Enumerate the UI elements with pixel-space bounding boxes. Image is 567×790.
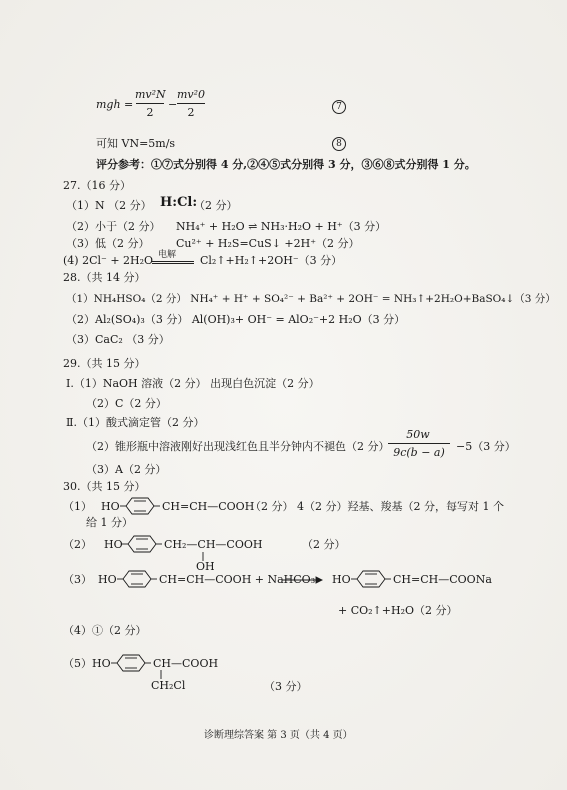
q30-l3-ho2: HO (332, 573, 351, 586)
benzene-ring-icon (111, 653, 151, 673)
q29-frac-den: 9c(b − a) (393, 446, 445, 459)
benzene-ring-icon (122, 534, 162, 554)
eq-term1-num: mv²N (135, 88, 166, 101)
q29-frac-num: 50w (406, 428, 430, 441)
q30-l5-ho: HO (92, 657, 111, 670)
q30-l3-chain: CH=CH—COOH + NaHCO₃ (159, 573, 316, 586)
q27-l2a: （2）小于（2 分） (66, 220, 161, 233)
q30-l5-index: （5） (63, 657, 92, 670)
q29-l5: （3）A（2 分） (86, 463, 167, 476)
q27-l4a: (4) 2Cl⁻ + 2H₂O (63, 254, 154, 267)
benzene-ring-icon (120, 496, 160, 516)
q30-l5-tail: （3 分） (264, 680, 308, 693)
q30-l2-oh: OH (196, 560, 215, 573)
eq-term1-bar (136, 103, 164, 104)
q27-hcl-dot: H:Cl: (160, 195, 198, 210)
q30-l2-ho: HO (104, 538, 123, 551)
q30-l3-index: （3） (63, 573, 92, 586)
eq-term2-den: 2 (187, 106, 195, 119)
q30-l1-cont: 给 1 分） (86, 516, 133, 529)
q30-title: 30.（共 15 分） (63, 480, 146, 493)
q30-l4: （4）①（2 分） (63, 624, 147, 637)
q27-l3b: Cu²⁺ + H₂S=CuS↓ +2H⁺（2 分） (176, 237, 360, 250)
equation-marker-8: 8 (332, 137, 346, 151)
q29-l2: （2）C（2 分） (86, 397, 167, 410)
q30-l1-chain: CH=CH—COOH (162, 500, 255, 513)
q28-title: 28.（共 14 分） (63, 271, 146, 284)
q30-l5-ch2cl: CH₂Cl (151, 679, 186, 692)
q30-l1-tail: （2 分） 4（2 分）羟基、羧基（2 分，每写对 1 个 (250, 500, 504, 513)
eq-minus: − (168, 98, 178, 111)
q27-electrolysis: 电解 (158, 250, 177, 260)
vn-result: 可知 VN=5m/s (96, 137, 176, 150)
q27-arrow-line1 (152, 261, 194, 262)
page-footer: 诊断理综答案 第 3 页（共 4 页） (204, 730, 353, 741)
q27-l1a: （1）N （2 分） (66, 199, 152, 212)
benzene-ring-icon (117, 569, 157, 589)
q27-arrow-line2 (152, 263, 194, 264)
reaction-arrow-icon (282, 575, 326, 585)
q29-l4: （2）锥形瓶中溶液刚好出现浅红色且半分钟内不褪色（2 分） (86, 440, 390, 453)
q30-l5-chain: CH—COOH (153, 657, 219, 670)
eq-term2-num: mv²0 (176, 88, 206, 101)
q30-l1-index: （1） (63, 500, 92, 513)
q27-title: 27.（16 分） (63, 179, 131, 192)
q30-l2-tail: （2 分） (302, 538, 346, 551)
q28-l2: （2）Al₂(SO₄)₃（3 分） Al(OH)₃+ OH⁻ = AlO₂⁻+2 H₂O（3 分） (66, 313, 406, 326)
q29-frac-bar (388, 443, 450, 444)
eq-lhs: mgh = (96, 98, 134, 111)
q30-l2-chain: CH₂—CH—COOH (164, 538, 263, 551)
q28-l1: （1）NH₄HSO₄（2 分） NH₄⁺ + H⁺ + SO₄²⁻ + Ba²⁺ + 2OH⁻ = NH₃↑+2H₂O+BaSO₄↓（3 分） (66, 293, 556, 305)
q29-frac-tail: −5（3 分） (456, 440, 516, 453)
q28-l3: （3）CaC₂ （3 分） (66, 333, 170, 346)
benzene-ring-icon (351, 569, 391, 589)
q30-l3-chain2: CH=CH—COONa (393, 573, 492, 586)
q29-title: 29.（共 15 分） (63, 357, 146, 370)
q27-l1c: （2 分） (194, 199, 238, 212)
q30-l2-index: （2） (63, 538, 92, 551)
q30-l3-ho: HO (98, 573, 117, 586)
q27-l2b: NH₄⁺ + H₂O ⇌ NH₃·H₂O + H⁺（3 分） (176, 220, 387, 233)
eq-term1-den: 2 (146, 106, 154, 119)
equation-marker-7: 7 (332, 100, 346, 114)
q29-l1: Ⅰ.（1）NaOH 溶液（2 分） 出现白色沉淀（2 分） (66, 377, 320, 390)
q27-l4c: Cl₂↑+H₂↑+2OH⁻（3 分） (200, 254, 343, 267)
eq-term2-bar (177, 103, 205, 104)
scoring-note: 评分参考：①⑦式分别得 4 分,②④⑤式分别得 3 分，③⑥⑧式分别得 1 分。 (96, 158, 476, 171)
q30-l1-ho: HO (101, 500, 120, 513)
q30-l3-tail: + CO₂↑+H₂O（2 分） (338, 604, 458, 617)
q29-l3: Ⅱ.（1）酸式滴定管（2 分） (66, 416, 205, 429)
q27-l3a: （3）低（2 分） (66, 237, 150, 250)
